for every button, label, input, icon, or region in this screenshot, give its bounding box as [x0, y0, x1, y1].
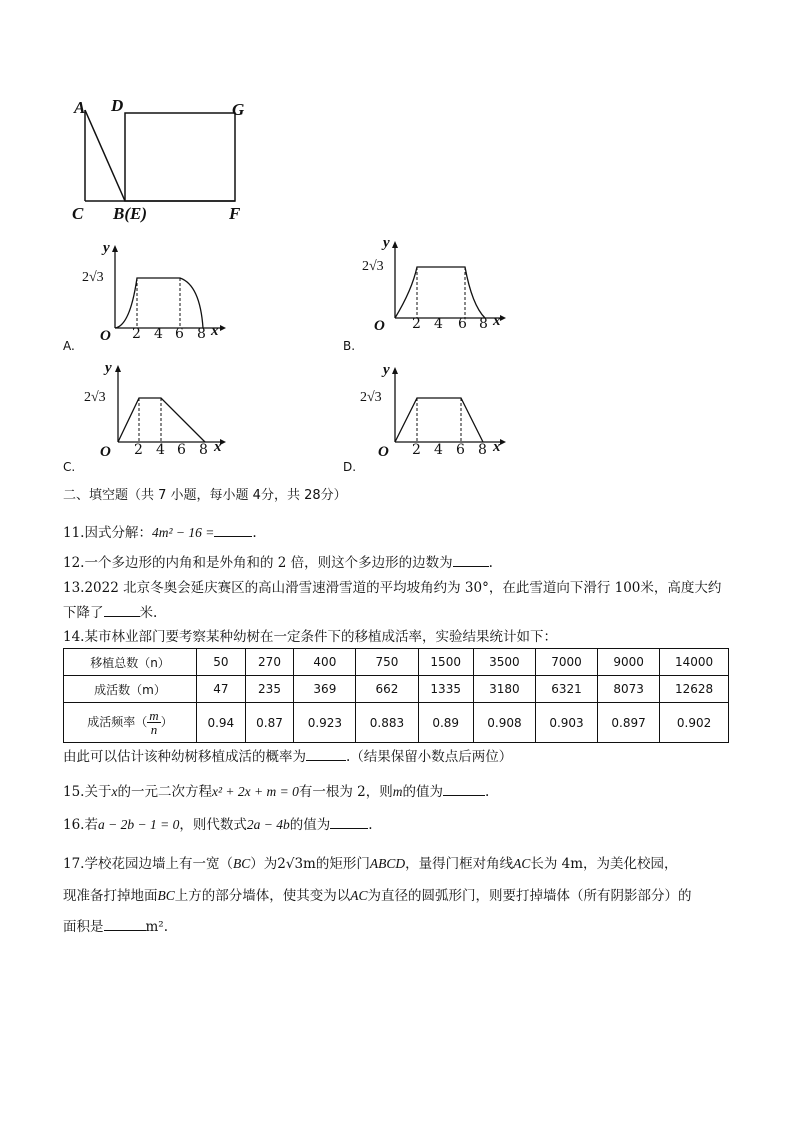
x-tick-4: 4: [156, 442, 165, 458]
q15-m: m: [392, 784, 403, 799]
q16-end: 的值为: [289, 817, 331, 833]
q13-line2-suffix: 米.: [139, 605, 158, 621]
q15-answer-blank[interactable]: [443, 781, 485, 796]
graph-option-c[interactable]: [60, 360, 230, 475]
freq-label-text: 成活频率（: [87, 715, 148, 729]
x-tick-6: 6: [456, 442, 465, 458]
label-f: F: [229, 204, 241, 223]
label-d: D: [111, 96, 124, 115]
q12-answer-blank[interactable]: [453, 552, 489, 567]
q16-prefix: 16.若: [63, 817, 98, 833]
q17-ac: AC: [513, 856, 531, 871]
y-tick-label: 2√3: [84, 390, 106, 405]
q15-prefix: 15.关于: [63, 784, 112, 800]
q16-mid: ，则代数式: [179, 817, 247, 833]
table-cell: 9000: [598, 649, 660, 676]
q16-expr: 2a − 4b: [246, 817, 290, 832]
table-cell: 7000: [535, 649, 597, 676]
x-tick-8: 8: [478, 442, 487, 458]
q15-x: x: [111, 784, 118, 799]
q15-equation: x² + 2x + m = 0: [211, 784, 299, 799]
table-cell: 47: [197, 676, 246, 703]
q17-bc2: BC: [157, 888, 175, 903]
x-tick-6: 6: [458, 316, 467, 332]
q17-width-value: 2√3m: [277, 856, 316, 872]
x-axis-label: x: [493, 313, 501, 329]
table-cell: 3180: [473, 676, 535, 703]
q17-text: ）为: [250, 856, 278, 872]
option-label: A.: [63, 339, 75, 353]
q17-line1: [63, 848, 692, 880]
section-title: 二、填空题（共 7 小题，每小题 4分，共 28分）: [63, 488, 347, 503]
q17-text: 上方的部分墙体，使其变为以: [174, 888, 351, 904]
q17-text: 面积是: [63, 919, 104, 935]
q11-expr: 4m² − 16 =: [151, 525, 215, 540]
x-axis-label: x: [214, 439, 222, 455]
q17-answer-blank[interactable]: [104, 916, 146, 931]
x-tick-2: 2: [412, 442, 421, 458]
q17-ac2: AC: [350, 888, 368, 903]
x-tick-8: 8: [479, 316, 488, 332]
q16-equation: a − 2b − 1 = 0: [97, 817, 180, 832]
y-tick-label: 2√3: [362, 259, 384, 274]
graph-option-a[interactable]: [60, 240, 230, 355]
q15-end: 的值为: [402, 784, 443, 800]
table-cell: 12628: [660, 676, 729, 703]
q17-text: ，量得门框对角线: [405, 856, 514, 872]
fraction-den: n: [150, 722, 158, 737]
question-17: [63, 848, 692, 943]
table-row-frequency: [64, 703, 729, 743]
table-cell: 0.908: [473, 703, 535, 743]
x-tick-2: 2: [134, 442, 143, 458]
q12-suffix: .: [488, 555, 493, 571]
q15-suffix: .: [485, 784, 490, 800]
q17-bc: BC: [232, 856, 251, 871]
table-cell: 50: [197, 649, 246, 676]
label-g: G: [232, 100, 245, 119]
q12-text: 12.一个多边形的内角和是外角和的 2 倍，则这个多边形的边数为: [63, 555, 453, 571]
table-cell: 0.902: [660, 703, 729, 743]
q17-text: 现准备打掉地面: [63, 888, 158, 904]
table-cell: 3500: [473, 649, 535, 676]
y-axis-label: y: [383, 362, 390, 378]
q17-text: m².: [145, 919, 169, 935]
table-cell: 0.883: [356, 703, 418, 743]
table-row-total: [64, 649, 729, 676]
q16-answer-blank[interactable]: [330, 814, 368, 829]
q17-text: 的矩形门: [315, 856, 370, 872]
q17-text: 为直径的圆弧形门，则要打掉墙体（所有阴影部分）的: [367, 888, 692, 904]
y-axis-label: y: [105, 360, 112, 376]
q14-after-prefix: 由此可以估计该种幼树移植成活的概率为: [63, 749, 306, 765]
table-cell: 0.897: [598, 703, 660, 743]
label-c: C: [72, 204, 84, 223]
x-tick-4: 4: [434, 316, 443, 332]
q11-answer-blank[interactable]: [214, 522, 252, 537]
q17-line2: [63, 880, 692, 912]
question-12: [63, 552, 493, 573]
x-tick-8: 8: [199, 442, 208, 458]
q17-abcd: ABCD: [369, 856, 406, 871]
q14-after-suffix: .（结果保留小数点后两位）: [346, 749, 513, 765]
origin-label: O: [100, 328, 111, 344]
table-row-survived: [64, 676, 729, 703]
table-cell: 750: [356, 649, 418, 676]
q13-line2-prefix: 下降了: [63, 605, 104, 621]
label-a: A: [74, 98, 86, 117]
table-cell: 14000: [660, 649, 729, 676]
origin-label: O: [100, 444, 111, 460]
y-axis-label: y: [383, 235, 390, 251]
q15-mid: 的一元二次方程: [117, 784, 212, 800]
q13-line2: [63, 602, 721, 623]
graph-option-d[interactable]: [340, 360, 510, 475]
question-15: [63, 781, 489, 802]
q14-answer-blank[interactable]: [306, 746, 346, 761]
y-tick-label: 2√3: [82, 270, 104, 285]
origin-label: O: [374, 318, 385, 334]
table-cell: 270: [245, 649, 294, 676]
x-axis-label: x: [493, 439, 501, 455]
table-cell: 0.89: [418, 703, 473, 743]
option-label: C.: [63, 460, 76, 474]
row-label: 成活数（m）: [64, 676, 197, 703]
table-cell: 0.94: [197, 703, 246, 743]
q17-text: 长为 4m，为美化校园，: [530, 856, 678, 872]
table-cell: 8073: [598, 676, 660, 703]
table-cell: 369: [294, 676, 356, 703]
x-tick-6: 6: [175, 326, 184, 342]
question-16: [63, 814, 373, 835]
question-13: [63, 578, 721, 623]
y-axis-label: y: [103, 240, 110, 256]
x-tick-2: 2: [412, 316, 421, 332]
table-cell: 1335: [418, 676, 473, 703]
option-label: D.: [343, 460, 357, 474]
x-tick-4: 4: [154, 326, 163, 342]
x-tick-2: 2: [132, 326, 141, 342]
q13-answer-blank[interactable]: [104, 602, 140, 617]
fraction: [147, 709, 160, 736]
table-cell: 400: [294, 649, 356, 676]
graph-option-b[interactable]: [340, 235, 510, 355]
q11-suffix: .: [252, 525, 257, 541]
q15-after: 有一根为 2，则: [298, 784, 393, 800]
row-label: 移植总数（n）: [64, 649, 197, 676]
x-axis-label: x: [211, 323, 219, 339]
q16-suffix: .: [368, 817, 373, 833]
table-cell: 662: [356, 676, 418, 703]
q17-text: 17.学校花园边墙上有一宽（: [63, 856, 233, 872]
table-cell: 1500: [418, 649, 473, 676]
origin-label: O: [378, 444, 389, 460]
q13-line1: 13.2022 北京冬奥会延庆赛区的高山滑雪速滑雪道的平均坡角约为 30°，在此雪道向下滑行 100米，高度大约: [63, 580, 722, 596]
freq-label-close: ）: [160, 715, 173, 729]
x-tick-4: 4: [434, 442, 443, 458]
fraction-num: m: [149, 708, 159, 723]
y-tick-label: 2√3: [360, 390, 382, 405]
survival-rate-table: [63, 648, 729, 743]
x-tick-6: 6: [177, 442, 186, 458]
question-11: [63, 522, 257, 543]
table-cell: 0.923: [294, 703, 356, 743]
q17-line3: [63, 912, 692, 943]
q11-prefix: 11.因式分解：: [63, 525, 152, 541]
table-cell: 6321: [535, 676, 597, 703]
row-label: [64, 703, 197, 743]
x-tick-8: 8: [197, 326, 206, 342]
table-cell: 0.87: [245, 703, 294, 743]
table-cell: 235: [245, 676, 294, 703]
q14-conclusion: [63, 746, 512, 767]
option-label: B.: [343, 339, 356, 353]
question-14: 14.某市林业部门要考察某种幼树在一定条件下的移植成活率，实验结果统计如下：: [63, 629, 557, 645]
label-be: B(E): [113, 204, 147, 223]
table-cell: 0.903: [535, 703, 597, 743]
